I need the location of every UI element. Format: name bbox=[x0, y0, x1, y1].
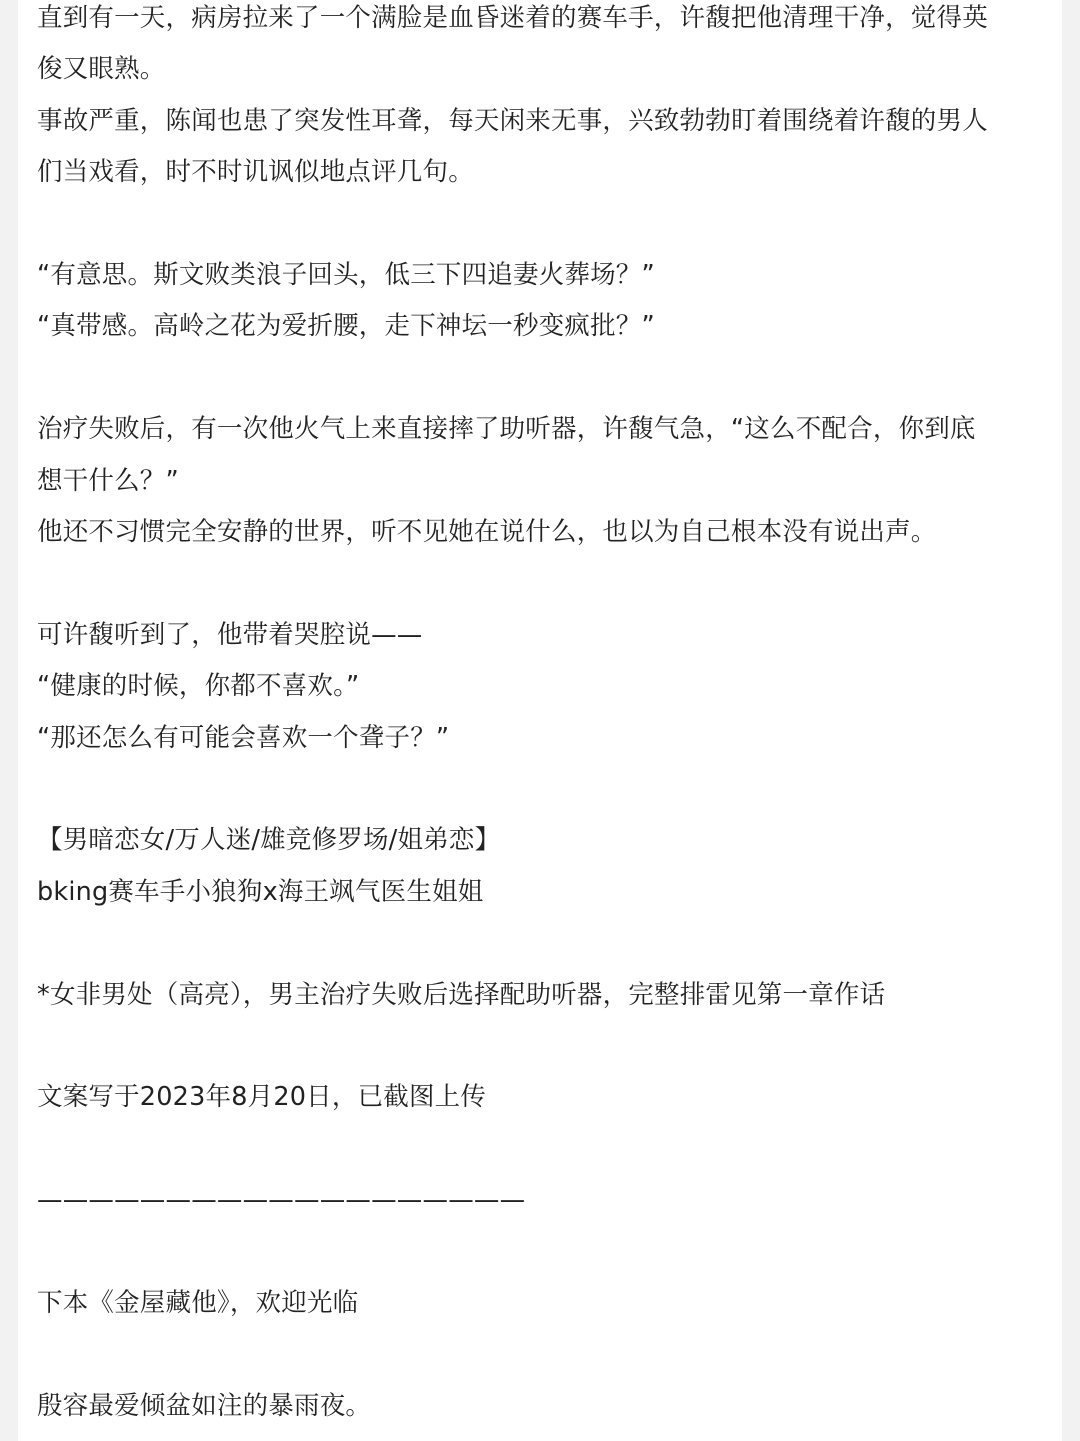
warning-line: *女非男处（高亮），男主治疗失败后选择配助听器，完整排雷见第一章作话 bbox=[37, 979, 886, 1010]
blank-line bbox=[37, 199, 1043, 250]
article-page bbox=[18, 0, 1062, 1441]
quote-line: “有意思。斯文败类浪子回头，低三下四追妻火葬场？” bbox=[37, 260, 655, 291]
blank-line bbox=[37, 918, 1043, 969]
text-line: 俊又眼熟。 bbox=[37, 54, 166, 85]
text-line: 直到有一天，病房拉来了一个满脸是血昏迷着的赛车手，许馥把他清理干净，觉得英 bbox=[37, 3, 988, 33]
blank-line bbox=[37, 1021, 1043, 1072]
article-body bbox=[18, 0, 1062, 1432]
text-line: 可许馥听到了，他带着哭腔说—— bbox=[37, 619, 423, 650]
text-line: 事故严重，陈闻也患了突发性耳聋，每天闲来无事，兴致勃勃盯着围绕着许馥的男人 bbox=[37, 105, 988, 136]
separator-line: ——————————————————— bbox=[37, 1185, 526, 1216]
date-note-line: 文案写于2023年8月20日，已截图上传 bbox=[37, 1082, 487, 1113]
text-line: 殷容最爱倾盆如注的暴雨夜。 bbox=[37, 1390, 372, 1421]
blank-line bbox=[37, 558, 1043, 609]
quote-line: “真带感。高岭之花为爱折腰，走下神坛一秒变疯批？” bbox=[37, 311, 655, 342]
text-line: 想干什么？” bbox=[37, 465, 179, 496]
blank-line bbox=[37, 1329, 1043, 1380]
quote-line: “健康的时候，你都不喜欢。” bbox=[37, 671, 360, 702]
blank-line bbox=[37, 1124, 1043, 1175]
tags-line: 【男暗恋女/万人迷/雄竞修罗场/姐弟恋】 bbox=[37, 825, 501, 856]
blank-line bbox=[37, 764, 1043, 815]
next-book-line: 下本《金屋藏他》，欢迎光临 bbox=[37, 1288, 359, 1319]
text-line: 治疗失败后，有一次他火气上来直接摔了助听器，许馥气急，“这么不配合，你到底 bbox=[37, 414, 976, 445]
blank-line bbox=[37, 353, 1043, 404]
blank-line bbox=[37, 1227, 1043, 1278]
text-line: 他还不习惯完全安静的世界，听不见她在说什么，也以为自己根本没有说出声。 bbox=[37, 517, 937, 548]
quote-line: “那还怎么有可能会喜欢一个聋子？” bbox=[37, 722, 450, 753]
pairing-line: bking赛车手小狼狗x海王飒气医生姐姐 bbox=[37, 876, 484, 907]
text-line: 们当戏看，时不时讥讽似地点评几句。 bbox=[37, 157, 474, 188]
